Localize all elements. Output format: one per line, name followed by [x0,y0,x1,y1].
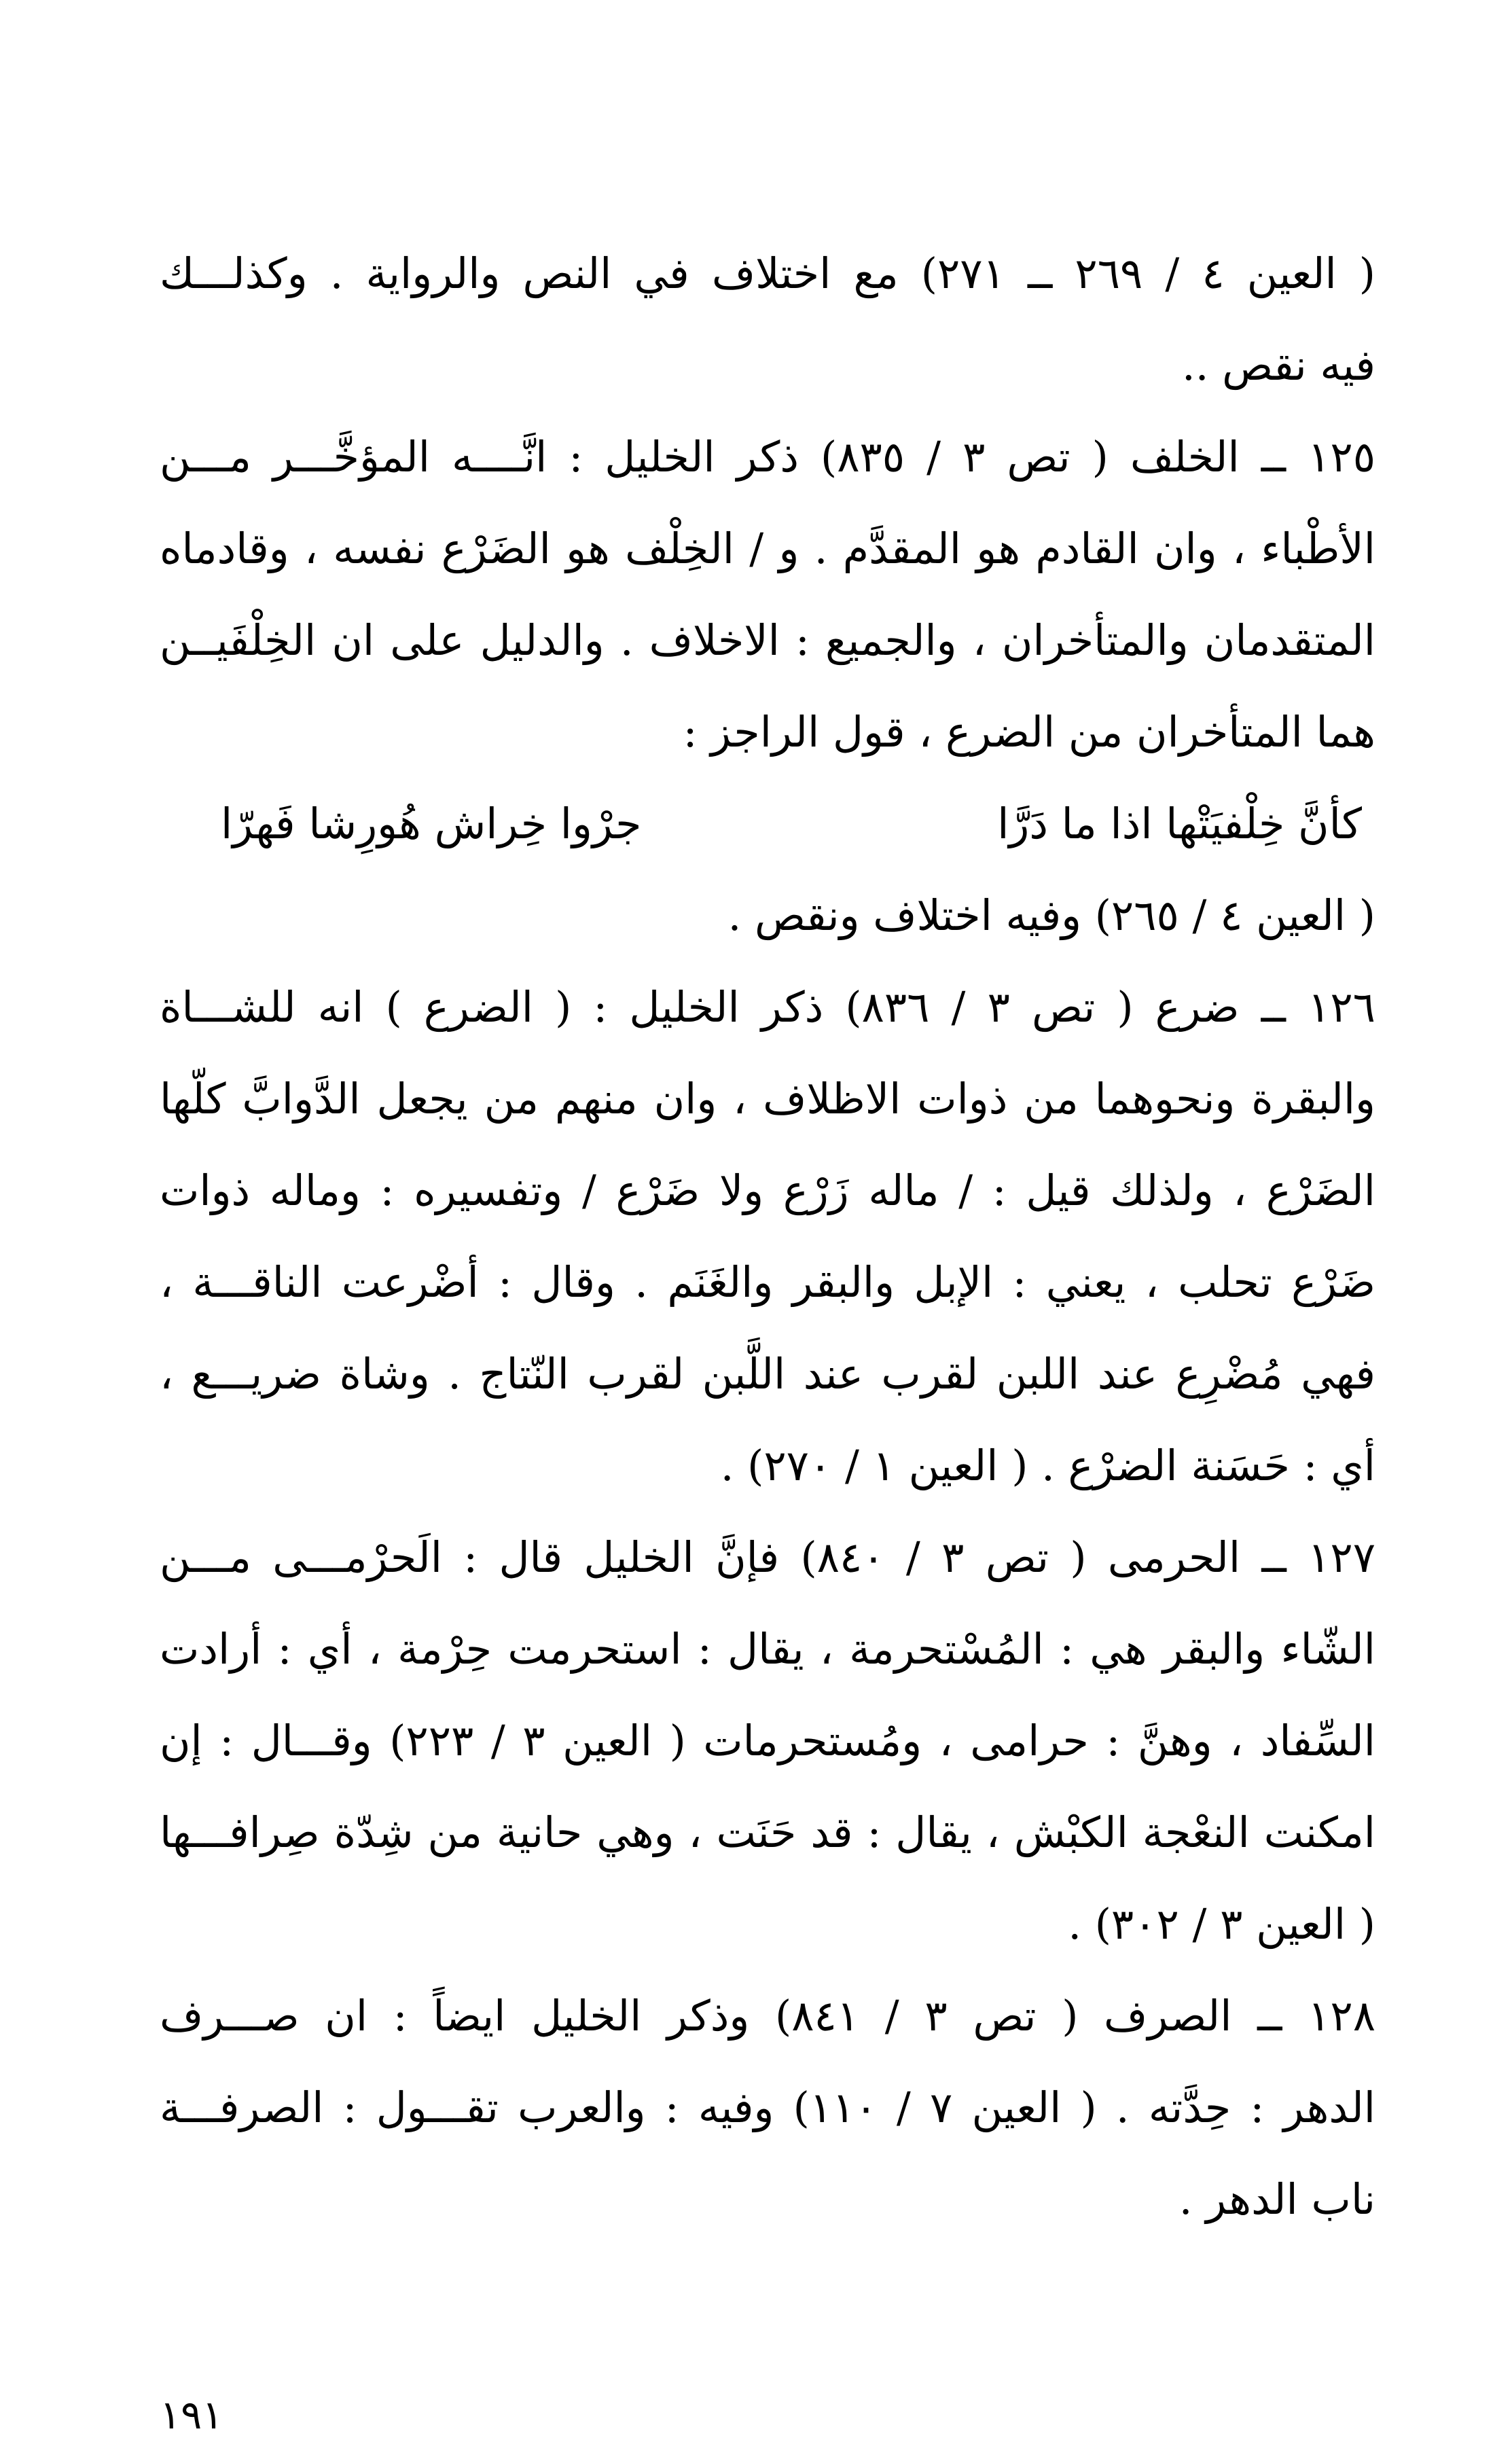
text-line: الدهر : حِدَّته . ( العين ٧ / ١١٠) وفيه : والعرب تقـــول : الصرفـــة [160,2083,1375,2132]
text-line: ١٢٨ ــ الصرف ( تص ٣ / ٨٤١) وذكر الخليل ايضاً : ان صـــرف [160,1991,1375,2041]
text-line: ضَرْع تحلب ، يعني : الإبل والبقر والغَنَم . وقال : أضْرعت الناقـــة ، [160,1257,1375,1307]
body-text [160,228,1375,2245]
text-line: السِّفاد ، وهنَّ : حرامى ، ومُستحرمات ( العين ٣ / ٢٢٣) وقـــال : إن [160,1716,1375,1765]
text-line: ( العين ٤ / ٢٦٥) وفيه اختلاف ونقص . [727,891,1375,940]
text-line: الضَرْع ، ولذلك قيل : / ماله زَرْع ولا ضَرْع / وتفسيره : وماله ذوات [160,1166,1375,1215]
poetry-verse [160,778,1375,869]
verse-second-hemistich: جرْوا خِراش هُورِشا فَهرّا [221,799,642,848]
text-line: فهي مُضْرِع عند اللبن لقرب عند اللَّبن لقرب النّتاج . وشاة ضريـــع ، [160,1349,1375,1399]
text-line: ١٢٥ ــ الخلف ( تص ٣ / ٨٣٥) ذكر الخليل : انَّــــه المؤخَّـــر مـــن [160,432,1375,482]
text-line: الشّاء والبقر هي : المُسْتحرمة ، يقال : استحرمت حِرْمة ، أي : أرادت [160,1624,1375,1674]
text-line: هما المتأخران من الضرع ، قول الراجز : [683,707,1375,757]
text-line: الأطْباء ، وان القادم هو المقدَّم . و / الخِلْف هو الضَرْع نفسه ، وقادماه [160,524,1375,573]
text-line: ١٢٦ ــ ضرع ( تص ٣ / ٨٣٦) ذكر الخليل : ( الضرع ) انه للشـــاة [160,982,1375,1032]
text-line: والبقرة ونحوهما من ذوات الاظلاف ، وان منهم من يجعل الدَّوابَّ كلّها [160,1074,1375,1124]
text-line: أي : حَسَنة الضرْع . ( العين ١ / ٢٧٠) . [720,1441,1375,1490]
verse-first-hemistich: كأنَّ خِلْفيَتْها اذا ما دَرَّا [997,799,1362,848]
text-line: ناب الدهر . [1178,2174,1375,2224]
text-line: ( العين ٤ / ٢٦٩ ــ ٢٧١) مع اختلاف في النص والرواية . وكذلـــك [160,249,1375,298]
text-line: فيه نقص .. [1182,340,1375,390]
text-line: المتقدمان والمتأخران ، والجميع : الاخلاف . والدليل على ان الخِلْفَيــن [160,615,1375,665]
page-number: ١٩١ [160,2392,223,2438]
text-line: امكنت النعْجة الكبْش ، يقال : قد حَنَت ، وهي حانية من شِدّة صِرافـــها [160,1808,1375,1857]
text-line: ١٢٧ ــ الحرمى ( تص ٣ / ٨٤٠) فإنَّ الخليل قال : الَحرْمـــى مـــن [160,1532,1375,1582]
text-line: ( العين ٣ / ٣٠٢) . [1068,1899,1375,1949]
